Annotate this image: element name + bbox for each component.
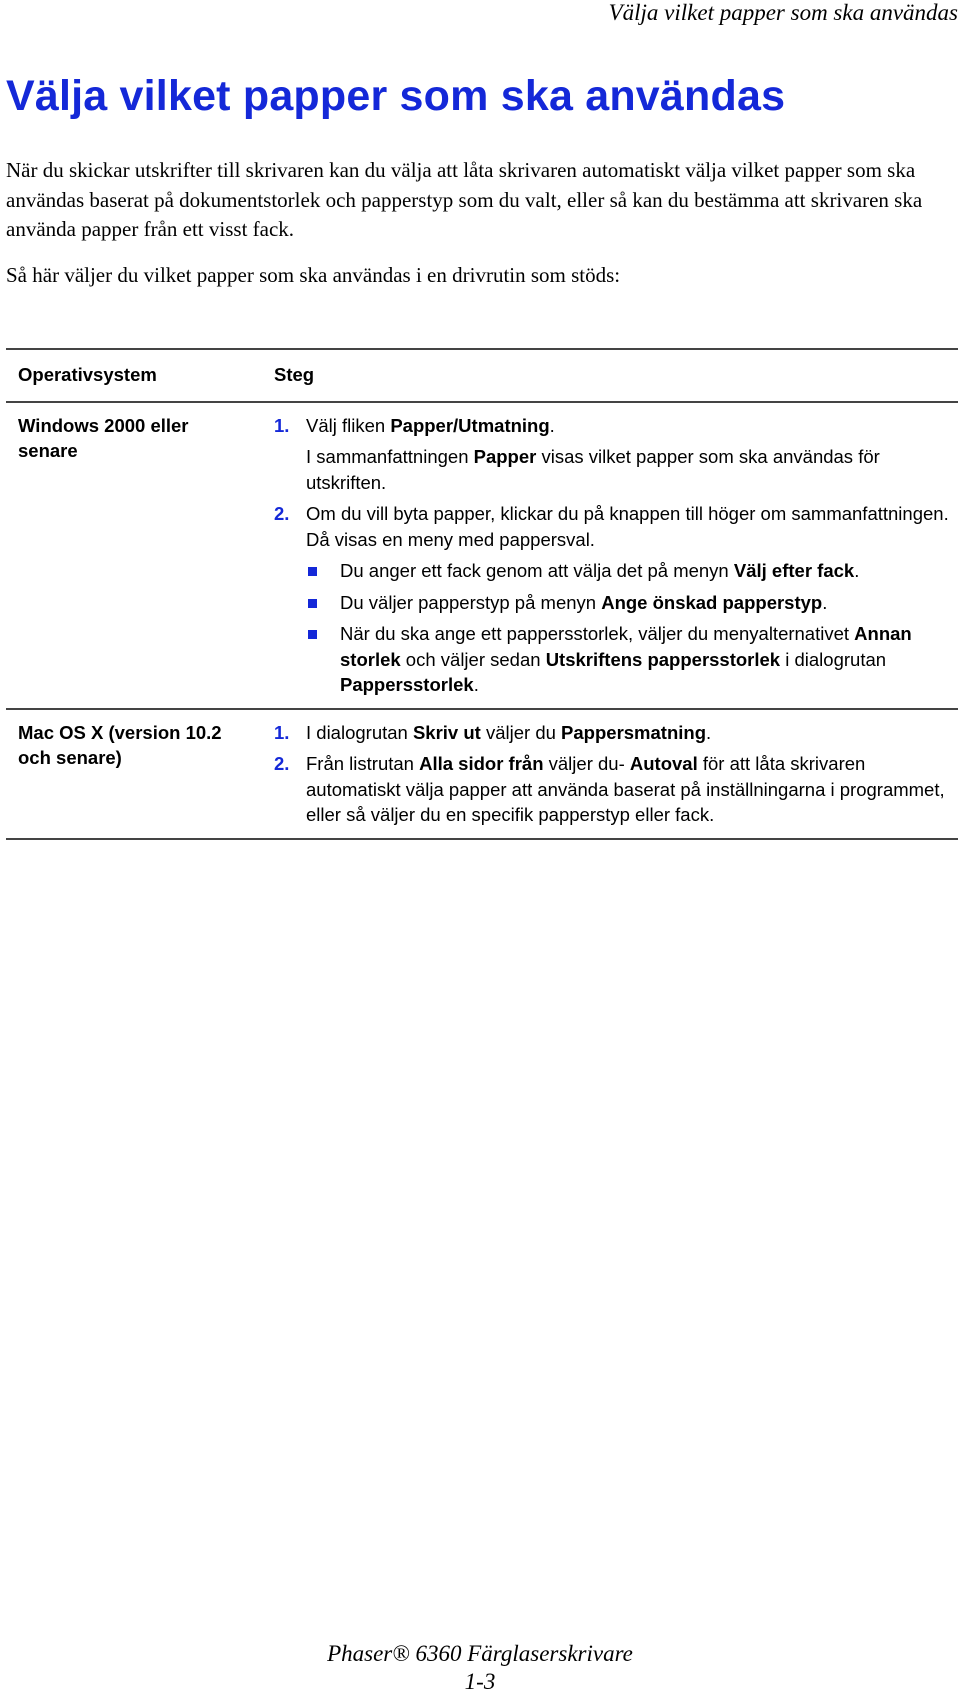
steps-table: [6, 348, 958, 840]
os-cell-mac: [6, 709, 262, 839]
step-note: I sammanfattningen Papper visas vilket papper som ska användas för utskriften.: [306, 446, 880, 493]
table-header-row: [6, 349, 958, 402]
square-bullet-icon: [308, 630, 317, 639]
column-header-os: Operativsystem: [6, 349, 262, 402]
step-list: [274, 720, 958, 828]
step-item: 2. Om du vill byta papper, klickar du på knappen till höger om sammanfattningen. Då visas en meny med pappersval. Du anger ett fack genom att välja det på menyn Välj efter fack. Du väljer papperstyp på menyn Ange önskad papperstyp. När du ska ange ett pappersstorlek, väljer du menyalternativet Annan storlek och väljer sedan Utskriftens pappersstorlek i dialogrutan Pappersstorlek.: [274, 501, 958, 698]
step-list: [274, 413, 958, 698]
step-number: 2.: [274, 503, 290, 524]
intro-paragraph: När du skickar utskrifter till skrivaren kan du välja att låta skrivaren automatiskt välja vilket papper som ska användas baserat på dokumentstorlek och papperstyp som du valt, eller så kan du bestämma att skrivaren ska använda papper från ett visst fack.: [6, 158, 923, 241]
os-name-line: och senare): [18, 747, 122, 768]
running-header: Välja vilket papper som ska användas: [608, 0, 958, 25]
bullet-item: Du väljer papperstyp på menyn Ange önskad papperstyp.: [306, 590, 958, 616]
step-item: 1. Välj fliken Papper/Utmatning. I sammanfattningen Papper visas vilket papper som ska användas för utskriften.: [274, 413, 958, 496]
step-number: 2.: [274, 753, 290, 774]
page-number: 1-3: [464, 1669, 496, 1694]
step-item: 1. I dialogrutan Skriv ut väljer du Pappersmatning.: [274, 720, 958, 746]
square-bullet-icon: [308, 599, 317, 608]
os-name-line: senare: [18, 440, 78, 461]
steps-cell-windows: [262, 402, 958, 709]
step-number: 1.: [274, 414, 290, 436]
square-bullet-icon: [308, 567, 317, 576]
table-row-windows: [6, 402, 958, 709]
os-name-line: Windows 2000 eller: [18, 414, 189, 436]
intro-paragraph-2: Så här väljer du vilket papper som ska användas i en drivrutin som stöds:: [6, 263, 621, 287]
os-cell-windows: [6, 402, 262, 709]
footer-product-name: Phaser® 6360 Färglaserskrivare: [327, 1641, 633, 1666]
bullet-item: När du ska ange ett pappersstorlek, väljer du menyalternativet Annan storlek och väljer sedan Utskriftens pappersstorlek i dialogrutan Pappersstorlek.: [306, 621, 958, 698]
step-number: 1.: [274, 721, 290, 743]
column-header-steps: Steg: [262, 349, 958, 402]
steps-cell-mac: [262, 709, 958, 839]
os-name-line: Mac OS X (version 10.2: [18, 721, 222, 743]
bullet-item: Du anger ett fack genom att välja det på menyn Välj efter fack.: [306, 558, 958, 584]
page-title: Välja vilket papper som ska användas: [6, 72, 786, 120]
page-footer: [0, 1640, 960, 1696]
bullet-list: [306, 558, 958, 698]
step-item: 2. Från listrutan Alla sidor från väljer du- Autoval för att låta skrivaren automatiskt välja papper att använda baserat på inställningarna i programmet, eller så väljer du en specifik papperstyp eller fack.: [274, 753, 945, 825]
table-row-mac: [6, 709, 958, 839]
